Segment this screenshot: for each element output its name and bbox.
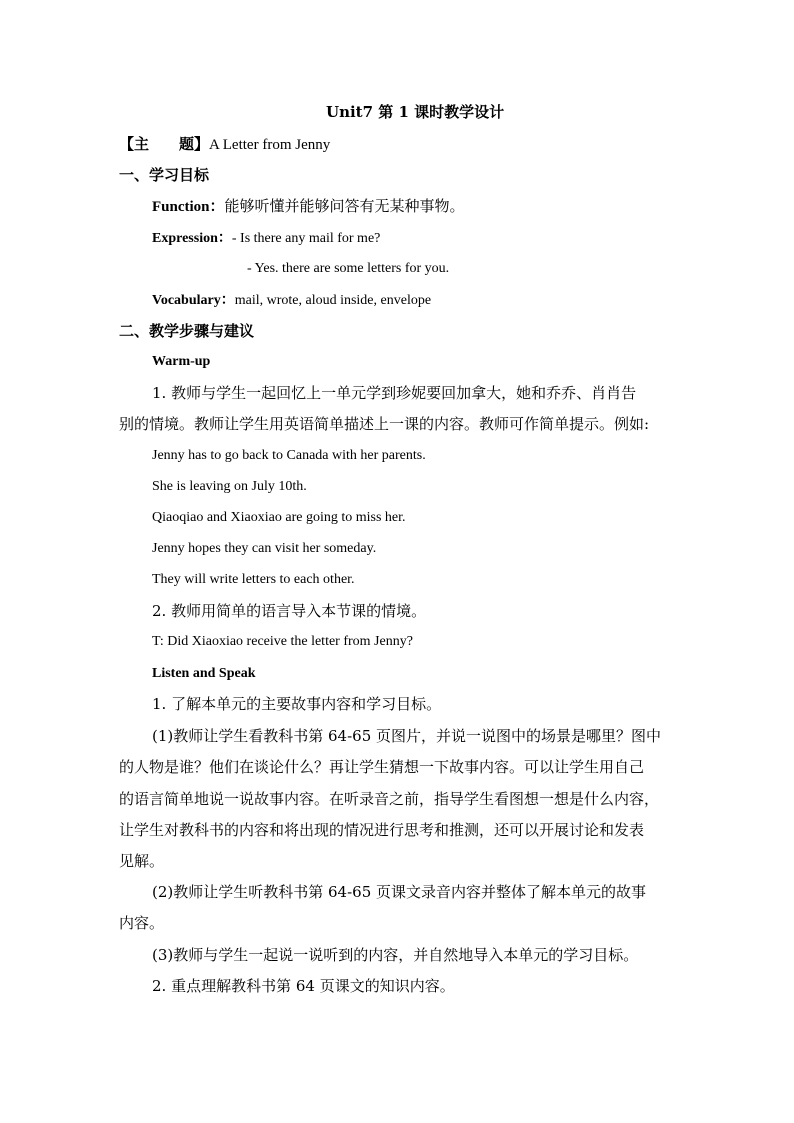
section2-heading: 二、教学步骤与建议 (119, 322, 255, 340)
warmup-example: Jenny has to go back to Canada with her parents. (152, 448, 426, 463)
listen-heading: Listen and Speak (152, 666, 256, 681)
listen-paragraph-line: (2)教师让学生听教科书第 64-65 页课文录音内容并整体了解本单元的故事 (152, 883, 647, 901)
listen-paragraph-line: (1)教师让学生看教科书第 64-65 页图片，并说一说图中的场景是哪里？图中 (152, 727, 662, 745)
warmup-example: Qiaoqiao and Xiaoxiao are going to miss her. (152, 510, 406, 525)
topic-line (119, 134, 330, 155)
function-line (152, 196, 465, 217)
listen-paragraph-line: 的语言简单地说一说故事内容。在听录音之前，指导学生看图想一想是什么内容， (119, 790, 660, 808)
expression-text-2: - Yes. there are some letters for you. (247, 261, 450, 276)
listen-step-1: 1. 了解本单元的主要故事内容和学习目标。 (152, 695, 442, 713)
warmup-example: Jenny hopes they can visit her someday. (152, 541, 377, 556)
expression-label: Expression： (152, 231, 232, 246)
listen-paragraph-line: 见解。 (119, 852, 165, 870)
function-label: Function： (152, 199, 225, 215)
listen-paragraph-line: (3)教师与学生一起说一说听到的内容，并自然地导入本单元的学习目标。 (152, 946, 639, 964)
warmup-step-2: 2. 教师用简单的语言导入本节课的情境。 (152, 602, 427, 620)
section1-heading: 一、学习目标 (119, 166, 210, 184)
expression-line (152, 228, 380, 249)
warmup-heading: Warm-up (152, 354, 211, 369)
page-title: Unit7 第 1 课时教学设计 (326, 103, 505, 121)
expression-text-1: - Is there any mail for me? (231, 231, 381, 246)
listen-paragraph-line: 的人物是谁？他们在谈论什么？再让学生猜想一下故事内容。可以让学生用自己 (119, 758, 645, 776)
listen-step-2: 2. 重点理解教科书第 64 页课文的知识内容。 (152, 977, 455, 995)
listen-paragraph-line: 让学生对教科书的内容和将出现的情况进行思考和推测，还可以开展讨论和发表 (119, 821, 645, 839)
warmup-paragraph-line: 1. 教师与学生一起回忆上一单元学到珍妮要回加拿大，她和乔乔、肖肖告 (152, 384, 637, 402)
topic-value: A Letter from Jenny (209, 137, 331, 153)
vocabulary-line (152, 290, 431, 311)
warmup-example: She is leaving on July 10th. (152, 479, 307, 494)
warmup-example: They will write letters to each other. (152, 572, 355, 587)
topic-label: 【主 题】 (119, 135, 210, 153)
warmup-paragraph-line: 别的情境。教师让学生用英语简单描述上一课的内容。教师可作简单提示。例如: (119, 415, 650, 433)
vocabulary-label: Vocabulary： (152, 293, 235, 308)
warmup-step-2-example: T: Did Xiaoxiao receive the letter from Jenny? (152, 634, 413, 649)
function-text: 能够听懂并能够问答有无某种事物。 (224, 197, 465, 215)
vocabulary-text: mail, wrote, aloud inside, envelope (234, 293, 432, 308)
listen-paragraph-line: 内容。 (119, 914, 165, 932)
